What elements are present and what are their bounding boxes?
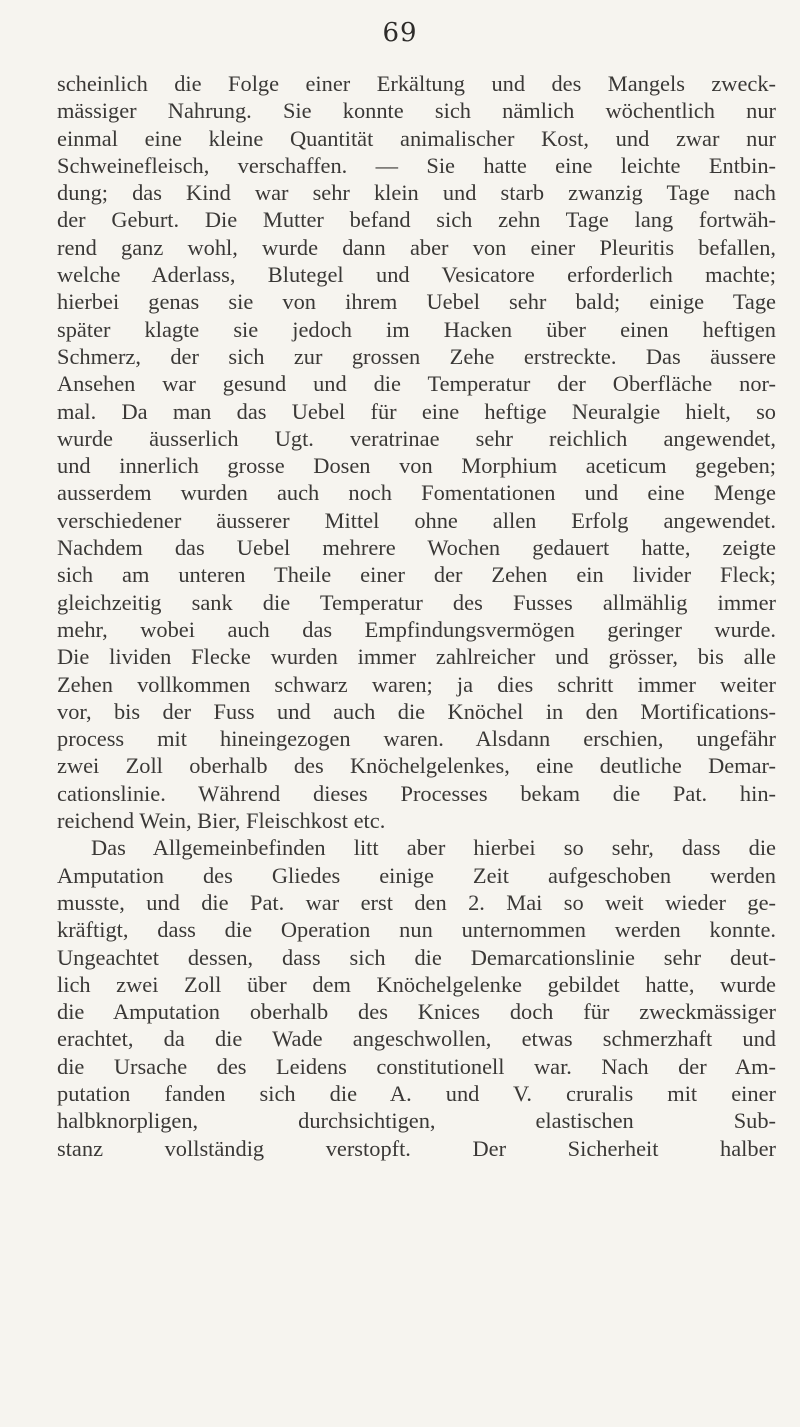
text-line: stanz vollständig verstopft. Der Sicherheit halber	[57, 1135, 776, 1161]
text-line: lich zwei Zoll über dem Knöchelgelenke gebildet hatte, wurde	[57, 971, 776, 997]
text-line: dung; das Kind war sehr klein und starb zwanzig Tage nach	[57, 180, 776, 206]
text-line: wurde äusserlich Ugt. veratrinae sehr reichlich angewendet,	[57, 425, 776, 451]
body-text	[57, 70, 776, 1162]
text-line: die Amputation oberhalb des Knices doch für zweckmässiger	[57, 999, 776, 1025]
text-line: die Ursache des Leidens constitutionell war. Nach der Am-	[57, 1053, 776, 1079]
text-line: erachtet, da die Wade angeschwollen, etwas schmerzhaft und	[57, 1026, 776, 1052]
text-line: cationslinie. Während dieses Processes bekam die Pat. hin-	[57, 780, 776, 806]
text-line: ausserdem wurden auch noch Fomentationen und eine Menge	[57, 480, 776, 506]
text-line: mehr, wobei auch das Empfindungsvermögen geringer wurde.	[57, 616, 776, 642]
text-line: und innerlich grosse Dosen von Morphium aceticum gegeben;	[57, 453, 776, 479]
text-line: Ansehen war gesund und die Temperatur der Oberfläche nor-	[57, 371, 776, 397]
text-line: Zehen vollkommen schwarz waren; ja dies schritt immer weiter	[57, 671, 776, 697]
text-line: Ungeachtet dessen, dass sich die Demarcationslinie sehr deut-	[57, 944, 776, 970]
text-line: musste, und die Pat. war erst den 2. Mai so weit wieder ge-	[57, 889, 776, 915]
text-line: einmal eine kleine Quantität animalischer Kost, und zwar nur	[57, 125, 776, 151]
text-line: sich am unteren Theile einer der Zehen ein livider Fleck;	[57, 562, 776, 588]
text-line: mässiger Nahrung. Sie konnte sich nämlich wöchentlich nur	[57, 98, 776, 124]
text-line: Die lividen Flecke wurden immer zahlreicher und grösser, bis alle	[57, 644, 776, 670]
text-line: halbknorpligen, durchsichtigen, elastischen Sub-	[57, 1108, 776, 1134]
page-number: 69	[382, 18, 418, 48]
text-line: später klagte sie jedoch im Hacken über einen heftigen	[57, 316, 776, 342]
text-line: rend ganz wohl, wurde dann aber von einer Pleuritis befallen,	[57, 234, 776, 260]
text-line: scheinlich die Folge einer Erkältung und des Mangels zweck-	[57, 71, 776, 96]
text-line: process mit hineingezogen waren. Alsdann erschien, ungefähr	[57, 726, 776, 752]
text-line: putation fanden sich die A. und V. cruralis mit einer	[57, 1080, 776, 1106]
text-line: zwei Zoll oberhalb des Knöchelgelenkes, eine deutliche Demar-	[57, 753, 776, 779]
text-line: Amputation des Gliedes einige Zeit aufgeschoben werden	[57, 862, 776, 888]
text-line: hierbei genas sie von ihrem Uebel sehr bald; einige Tage	[57, 289, 776, 315]
text-line: Schweinefleisch, verschaffen. — Sie hatte eine leichte Entbin-	[57, 152, 776, 178]
text-line: Das Allgemeinbefinden litt aber hierbei so sehr, dass die	[91, 835, 776, 861]
text-line: verschiedener äusserer Mittel ohne allen Erfolg angewendet.	[57, 507, 776, 533]
text-line: welche Aderlass, Blutegel und Vesicatore erforderlich machte;	[57, 262, 776, 288]
text-line: kräftigt, dass die Operation nun unternommen werden konnte.	[57, 917, 776, 943]
text-line: vor, bis der Fuss und auch die Knöchel in den Mortifications-	[57, 698, 776, 724]
text-line: mal. Da man das Uebel für eine heftige Neuralgie hielt, so	[57, 398, 776, 424]
text-line: der Geburt. Die Mutter befand sich zehn Tage lang fortwäh-	[57, 207, 776, 233]
text-line: gleichzeitig sank die Temperatur des Fusses allmählig immer	[57, 589, 776, 615]
text-line: reichend Wein, Bier, Fleischkost etc.	[57, 808, 386, 834]
text-line: Schmerz, der sich zur grossen Zehe erstreckte. Das äussere	[57, 343, 776, 369]
text-line: Nachdem das Uebel mehrere Wochen gedauert hatte, zeigte	[57, 535, 776, 561]
